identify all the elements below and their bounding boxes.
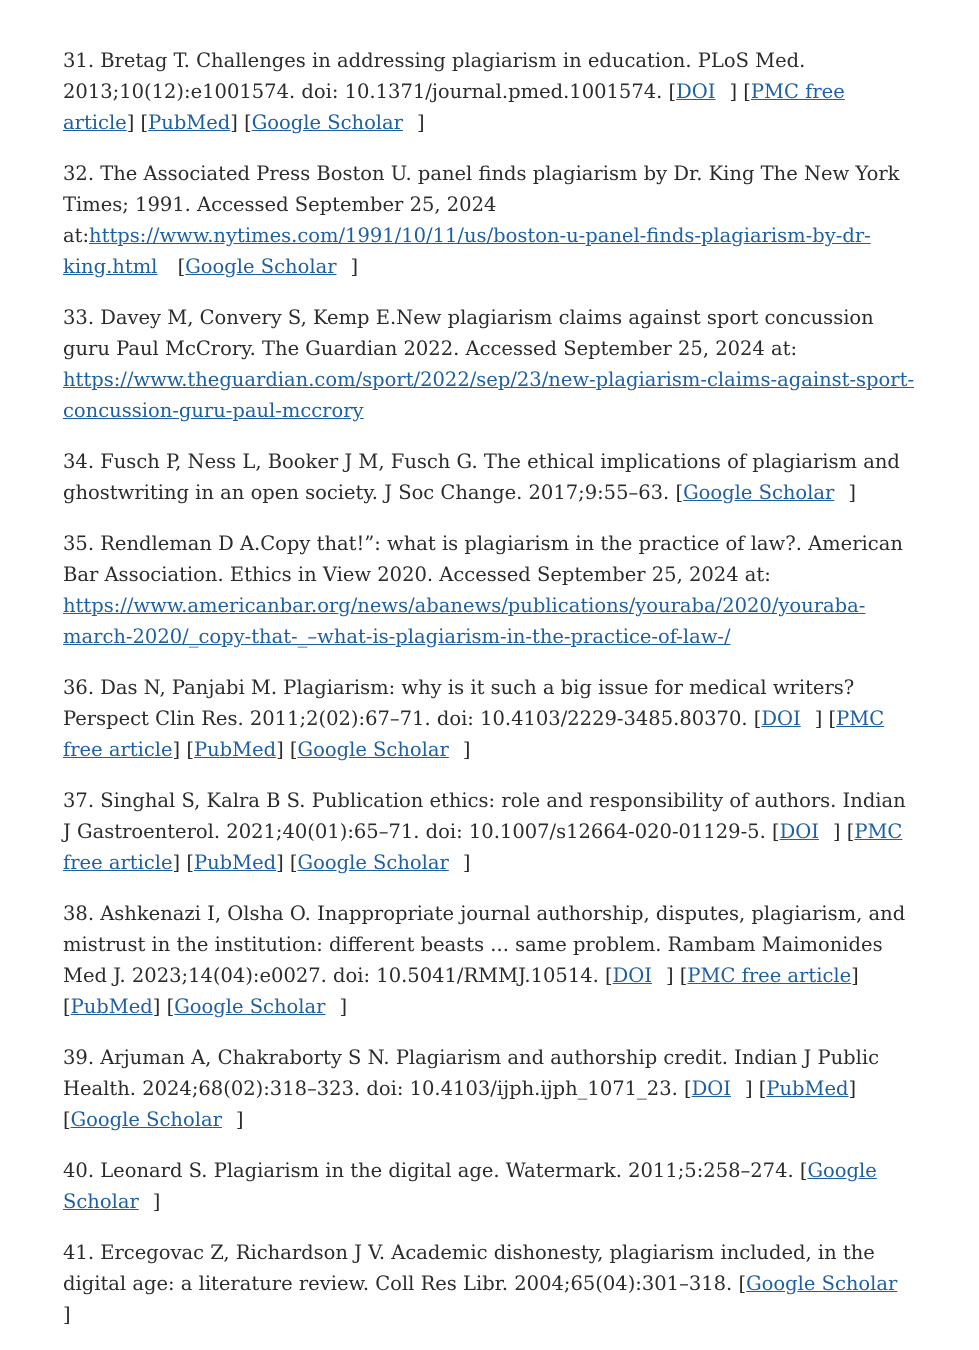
reference-text: Bretag T. Challenges in addressing plagiarism in education. PLoS Med. 2013;10(12):e1001574. doi: 10.1371/journal.pmed.1001574. — [63, 49, 806, 103]
external-url-link[interactable]: https://www.americanbar.org/news/abanews/publications/youraba/2020/youraba-march-2020/_copy-that-_–what-is-plagiarism-in-the-practice-of-law-/ — [63, 594, 866, 648]
reference-number: 32. — [63, 162, 95, 185]
external-url-link[interactable]: https://www.nytimes.com/1991/10/11/us/boston-u-panel-finds-plagiarism-by-dr-king.html — [63, 224, 871, 278]
reference-item: 34. Fusch P, Ness L, Booker J M, Fusch G. The ethical implications of plagiarism and ghostwriting in an open society. J Soc Change. 2017;9:55–63. [Google Scholar ] — [63, 450, 900, 504]
reference-list — [63, 45, 918, 1350]
doi-link[interactable]: DOI — [761, 707, 801, 730]
reference-item — [63, 528, 918, 652]
reference-number: 36. — [63, 676, 95, 699]
pubmed-link[interactable]: PubMed — [70, 995, 153, 1018]
reference-number: 35. — [63, 532, 95, 555]
pmc-free-article-link[interactable]: PMC free article — [687, 964, 852, 987]
google-scholar-link[interactable]: Google Scholar — [174, 995, 326, 1018]
doi-link[interactable]: DOI — [779, 820, 819, 843]
reference-text: Ercegovac Z, Richardson J V. Academic dishonesty, plagiarism included, in the digital age: a literature review. Coll Res Libr. 2004;65(04):301–318. — [63, 1241, 875, 1295]
reference-text: Ashkenazi I, Olsha O. Inappropriate journal authorship, disputes, plagiarism, and mistrust in the institution: different beasts ... same problem. Rambam Maimonides Med J. 2023;14(04):e0027. doi: 10.5041/RMMJ.10514. — [63, 902, 906, 987]
external-url-link[interactable]: https://www.theguardian.com/sport/2022/sep/23/new-plagiarism-claims-against-sport-concussion-guru-paul-mccrory — [63, 368, 915, 422]
pubmed-link[interactable]: PubMed — [193, 738, 277, 761]
reference-number: 38. — [63, 902, 95, 925]
reference-item: 36. Das N, Panjabi M. Plagiarism: why is it such a big issue for medical writers? Perspect Clin Res. 2011;2(02):67–71. doi: 10.4103/2229-3485.80370. [DOI ] [PMC free article] [PubMed] [Google Scholar ] — [63, 676, 885, 761]
pubmed-link[interactable]: PubMed — [148, 111, 231, 134]
reference-number: 40. — [63, 1159, 95, 1182]
reference-text: Davey M, Convery S, Kemp E.New plagiarism claims against sport concussion guru Paul McCrory. The Guardian 2022. Accessed September 25, 2024 at: — [63, 306, 874, 360]
google-scholar-link[interactable]: Google Scholar — [251, 111, 403, 134]
doi-link[interactable]: DOI — [676, 80, 716, 103]
google-scholar-link[interactable]: Google Scholar — [683, 481, 835, 504]
pmc-free-article-link[interactable]: PMC free article — [63, 80, 845, 134]
reference-item: 37. Singhal S, Kalra B S. Publication ethics: role and responsibility of authors. Indian J Gastroenterol. 2021;40(01):65–71. doi: 10.1007/s12664-020-01129-5. [DOI ] [PMC free article] [PubMed] [Google Scholar ] — [63, 789, 906, 874]
reference-item: 31. Bretag T. Challenges in addressing plagiarism in education. PLoS Med. 2013;10(12):e1001574. doi: 10.1371/journal.pmed.1001574. [DOI ] [PMC free article] [PubMed] [Google Scholar ] — [63, 49, 845, 134]
pubmed-link[interactable]: PubMed — [193, 851, 277, 874]
pmc-free-article-link[interactable]: PMC free article — [63, 707, 885, 761]
google-scholar-link[interactable]: Google Scholar — [297, 738, 449, 761]
google-scholar-link[interactable]: Google Scholar — [746, 1272, 898, 1295]
pubmed-link[interactable]: PubMed — [766, 1077, 849, 1100]
reference-item: 40. Leonard S. Plagiarism in the digital age. Watermark. 2011;5:258–274. [Google Scholar ] — [63, 1159, 877, 1213]
reference-text: Rendleman D A.Copy that!”: what is plagiarism in the practice of law?. American Bar Association. Ethics in View 2020. Accessed September 25, 2024 at: — [63, 532, 903, 586]
reference-text: Das N, Panjabi M. Plagiarism: why is it such a big issue for medical writers? Perspect Clin Res. 2011;2(02):67–71. doi: 10.4103/2229-3485.80370. — [63, 676, 855, 730]
pmc-free-article-link[interactable]: PMC free article — [63, 820, 903, 874]
reference-item — [63, 302, 918, 426]
doi-link[interactable]: DOI — [691, 1077, 731, 1100]
reference-item: 41. Ercegovac Z, Richardson J V. Academic dishonesty, plagiarism included, in the digital age: a literature review. Coll Res Libr. 2004;65(04):301–318. [Google Scholar] — [63, 1241, 898, 1326]
reference-text: The Associated Press Boston U. panel finds plagiarism by Dr. King The New York Times; 1991. Accessed September 25, 2024 at: — [63, 162, 900, 247]
google-scholar-link[interactable]: Google Scholar — [185, 255, 337, 278]
reference-number: 41. — [63, 1241, 95, 1264]
reference-number: 39. — [63, 1046, 95, 1069]
google-scholar-link[interactable]: Google Scholar — [70, 1108, 222, 1131]
reference-text: Fusch P, Ness L, Booker J M, Fusch G. The ethical implications of plagiarism and ghostwriting in an open society. J Soc Change. 2017;9:55–63. — [63, 450, 900, 504]
reference-text: Singhal S, Kalra B S. Publication ethics: role and responsibility of authors. Indian J Gastroenterol. 2021;40(01):65–71. doi: 10.1007/s12664-020-01129-5. — [63, 789, 906, 843]
reference-item: 38. Ashkenazi I, Olsha O. Inappropriate journal authorship, disputes, plagiarism, and mistrust in the institution: different beasts ... same problem. Rambam Maimonides Med J. 2023;14(04):e0027. doi: 10.5041/RMMJ.10514. [DOI ] [PMC free article] [PubMed] [Google Scholar ] — [63, 902, 906, 1018]
reference-item: 32. The Associated Press Boston U. panel finds plagiarism by Dr. King The New York Times; 1991. Accessed September 25, 2024 at:https://www.nytimes.com/1991/10/11/us/boston-u-panel-finds-plagiarism-by-dr-king.html [Google Scholar ] — [63, 162, 900, 278]
reference-text: Arjuman A, Chakraborty S N. Plagiarism and authorship credit. Indian J Public Health. 2024;68(02):318–323. doi: 10.4103/ijph.ijph_1071_23. — [63, 1046, 880, 1100]
reference-number: 31. — [63, 49, 95, 72]
reference-number: 34. — [63, 450, 95, 473]
reference-number: 33. — [63, 306, 95, 329]
reference-item: 39. Arjuman A, Chakraborty S N. Plagiarism and authorship credit. Indian J Public Health. 2024;68(02):318–323. doi: 10.4103/ijph.ijph_1071_23. [DOI ] [PubMed] [Google Scholar ] — [63, 1046, 880, 1131]
reference-number: 37. — [63, 789, 95, 812]
google-scholar-link[interactable]: Google Scholar — [63, 1159, 877, 1213]
doi-link[interactable]: DOI — [612, 964, 652, 987]
reference-text: Leonard S. Plagiarism in the digital age. Watermark. 2011;5:258–274. — [100, 1159, 794, 1182]
google-scholar-link[interactable]: Google Scholar — [297, 851, 449, 874]
